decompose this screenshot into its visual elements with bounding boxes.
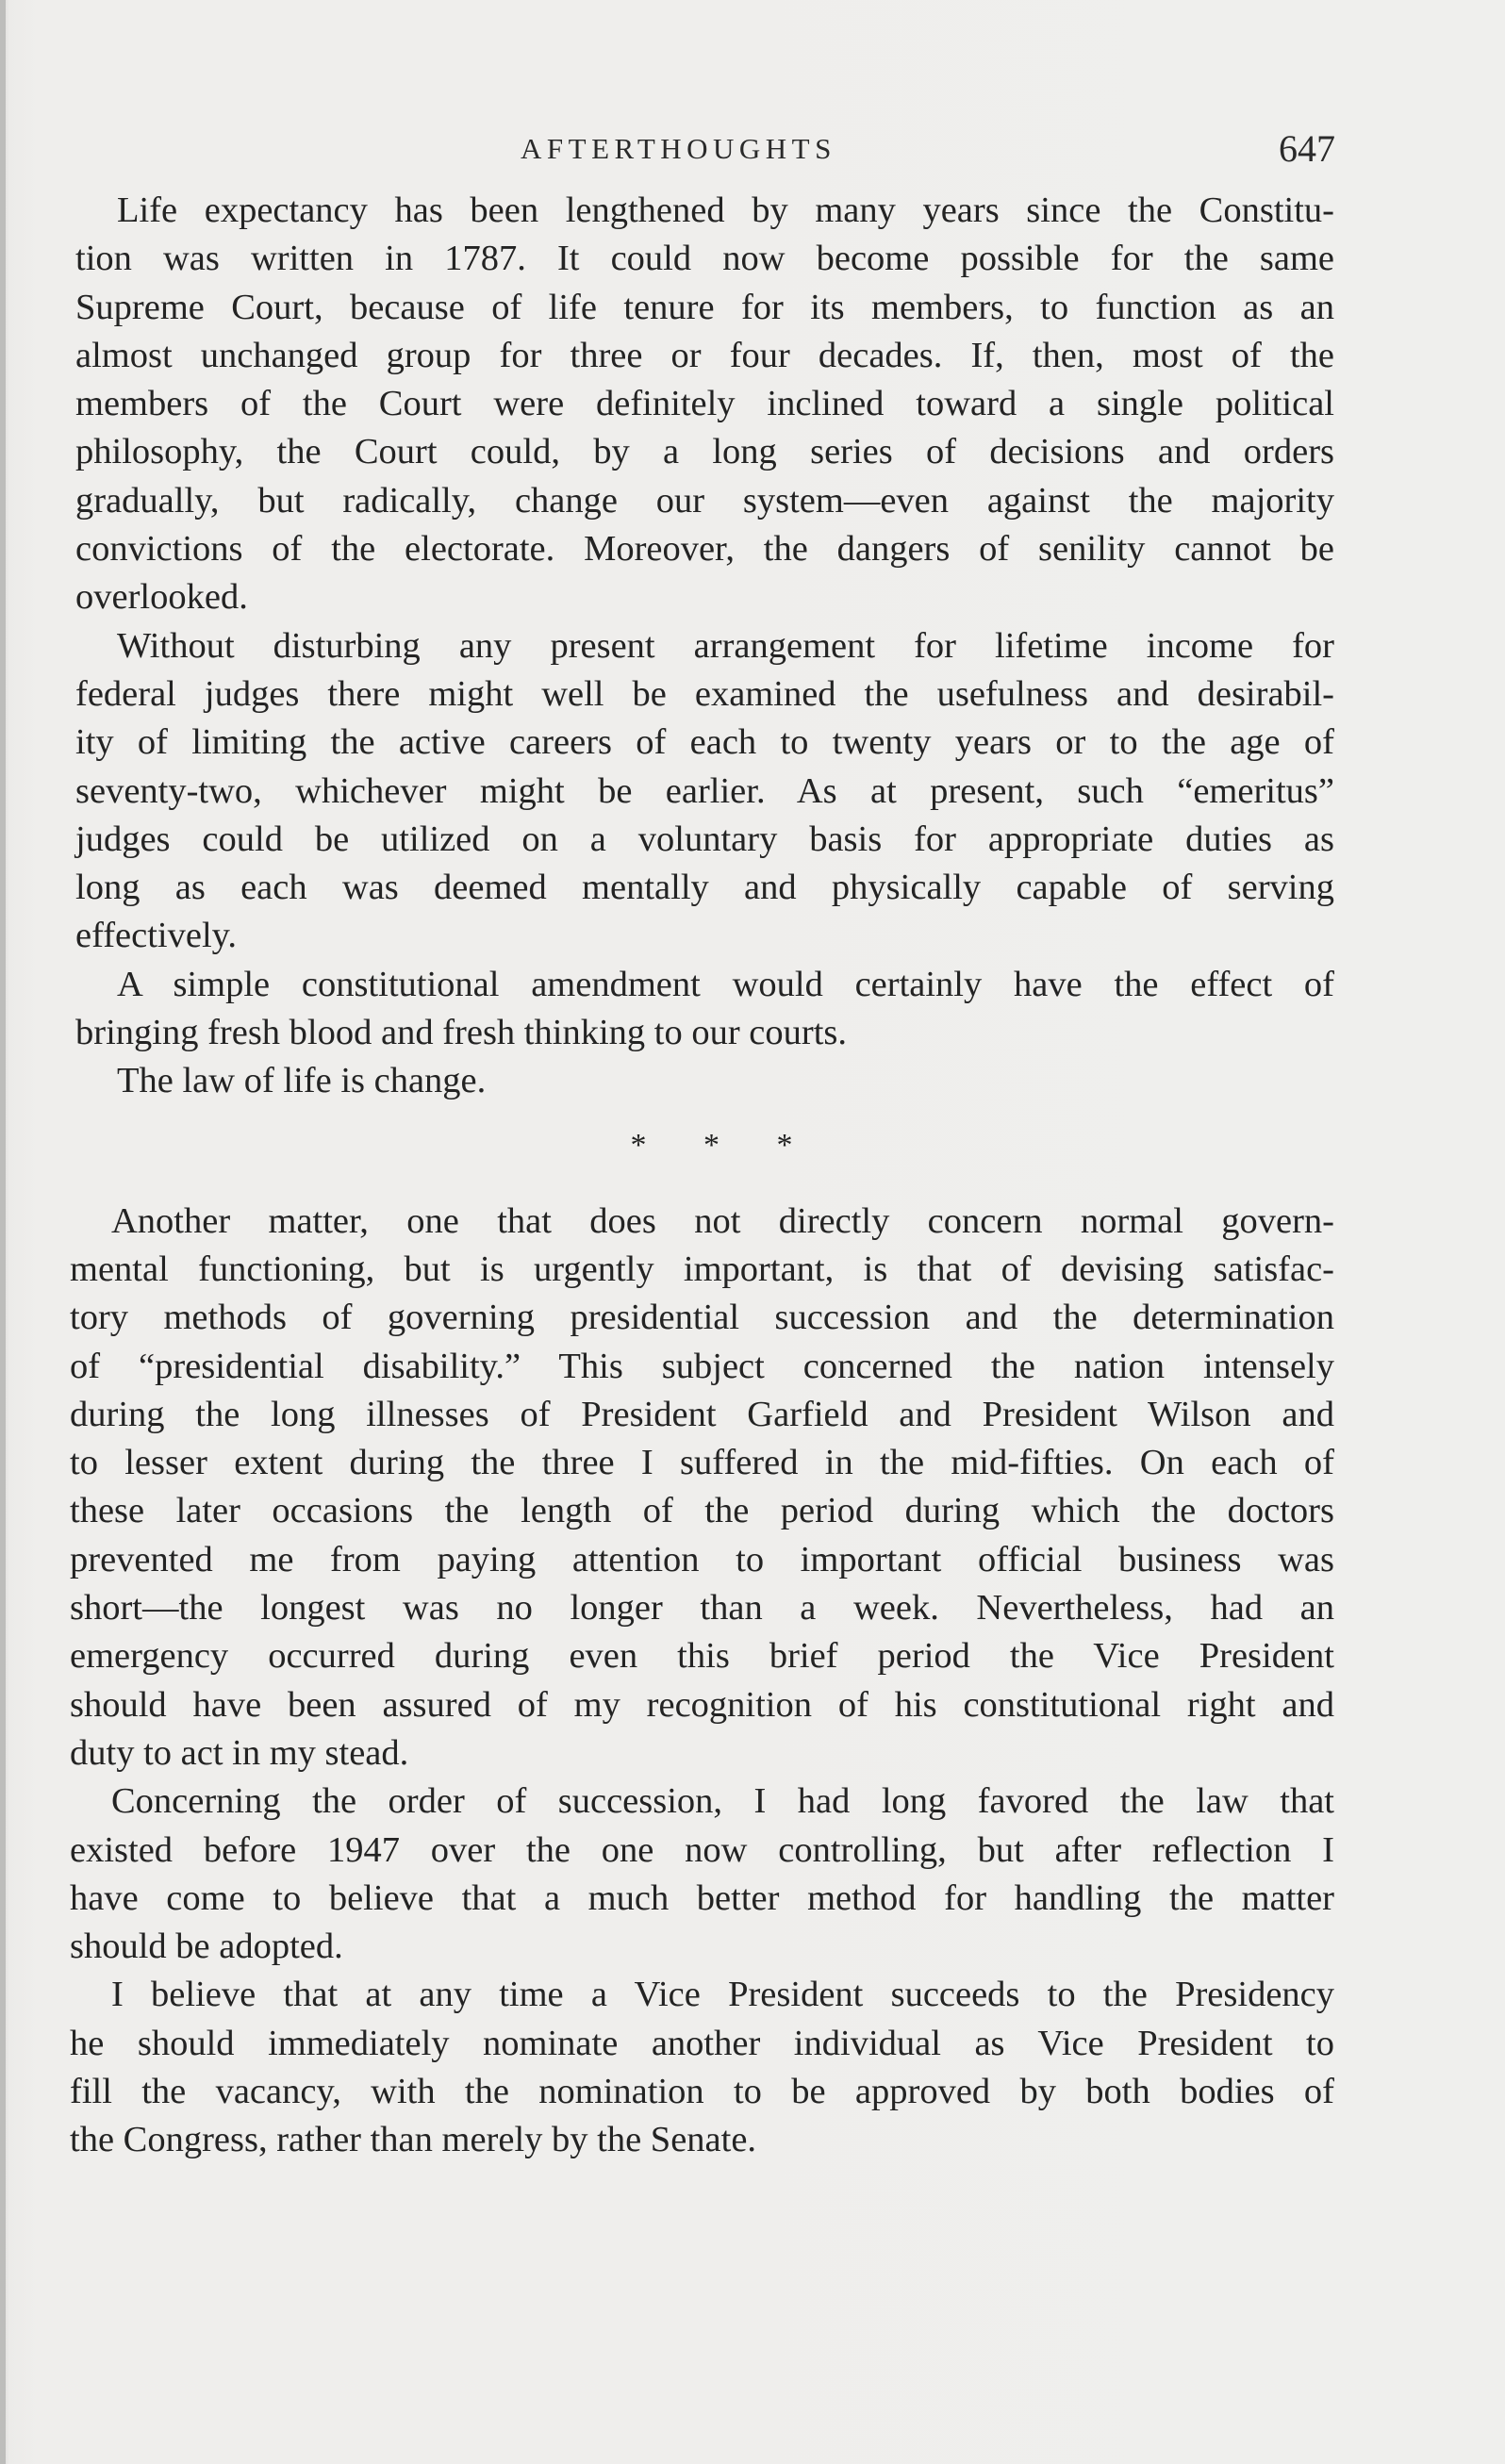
text-line: he should immediately nominate another individual as Vice President to — [70, 2023, 1334, 2063]
paragraph — [70, 1198, 1334, 1778]
text-line: long as each was deemed mentally and physically capable of serving — [75, 868, 1334, 908]
body-text — [70, 187, 1334, 2165]
text-line: Without disturbing any present arrangement for lifetime income for — [117, 625, 1334, 666]
text-line: ity of limiting the active careers of each to twenty years or to the age of — [75, 722, 1334, 763]
text-line: Concerning the order of succession, I had long favored the law that — [111, 1781, 1334, 1822]
paragraph — [70, 1778, 1334, 1971]
text-line: existed before 1947 over the one now controlling, but after reflection I — [70, 1829, 1334, 1870]
text-line: short—the longest was no longer than a week. Nevertheless, had an — [70, 1588, 1334, 1629]
text-line: mental functioning, but is urgently important, is that of devising satisfac- — [70, 1249, 1334, 1289]
paragraph — [75, 622, 1334, 961]
text-line: The law of life is change. — [117, 1061, 487, 1101]
text-line: to lesser extent during the three I suffered in the mid-fifties. On each of — [70, 1443, 1334, 1483]
text-line: during the long illnesses of President Garfield and President Wilson and — [70, 1394, 1334, 1434]
paragraph — [75, 961, 1334, 1058]
text-line: tion was written in 1787. It could now become possible for the same — [75, 239, 1334, 279]
text-line: duty to act in my stead. — [70, 1732, 409, 1773]
text-line: convictions of the electorate. Moreover, the dangers of senility cannot be — [75, 529, 1334, 570]
text-line: of “presidential disability.” This subject concerned the nation intensely — [70, 1346, 1334, 1386]
text-line: emergency occurred during even this brief period the Vice President — [70, 1636, 1334, 1677]
text-line: philosophy, the Court could, by a long series of decisions and orders — [75, 432, 1334, 472]
text-line: overlooked. — [75, 577, 248, 618]
text-line: Supreme Court, because of life tenure for its members, to function as an — [75, 287, 1334, 327]
text-line: effectively. — [75, 916, 238, 956]
text-line: should have been assured of my recognition of his constitutional right and — [70, 1684, 1334, 1725]
text-line: bringing fresh blood and fresh thinking to our courts. — [75, 1013, 847, 1053]
section-separator: * * * — [630, 1127, 818, 1163]
paragraph — [70, 1971, 1334, 2164]
text-line: A simple constitutional amendment would certainly have the effect of — [117, 964, 1334, 1004]
paragraph — [75, 1057, 1334, 1105]
text-line: gradually, but radically, change our system—even against the majority — [75, 480, 1334, 521]
text-line: fill the vacancy, with the nomination to be approved by both bodies of — [70, 2071, 1334, 2111]
text-line: judges could be utilized on a voluntary basis for appropriate duties as — [75, 819, 1334, 859]
text-line: prevented me from paying attention to important official business was — [70, 1539, 1334, 1579]
text-line: federal judges there might well be examined the usefulness and desirabil- — [75, 673, 1334, 714]
text-line: Life expectancy has been lengthened by many years since the Constitu- — [117, 190, 1334, 230]
text-line: these later occasions the length of the period during which the doctors — [70, 1491, 1334, 1531]
running-head: AFTERTHOUGHTS — [521, 132, 836, 165]
section-court-tenure — [75, 187, 1334, 1106]
text-line: have come to believe that a much better method for handling the matter — [70, 1877, 1334, 1918]
text-line: members of the Court were definitely inclined toward a single political — [75, 384, 1334, 424]
text-line: the Congress, rather than merely by the Senate. — [70, 2120, 757, 2160]
text-line: Another matter, one that does not directly concern normal govern- — [111, 1200, 1334, 1241]
page-left-edge-shadow — [0, 0, 6, 2464]
text-line: tory methods of governing presidential succession and the determination — [70, 1298, 1334, 1338]
paragraph — [75, 187, 1334, 622]
text-line: seventy-two, whichever might be earlier. As at present, such “emeritus” — [75, 770, 1334, 811]
section-presidential-succession — [70, 1198, 1334, 2165]
page-number: 647 — [1279, 127, 1335, 170]
text-line: should be adopted. — [70, 1927, 343, 1967]
text-line: almost unchanged group for three or four decades. If, then, most of the — [75, 335, 1334, 375]
page-header — [0, 124, 1505, 172]
text-line: I believe that at any time a Vice President succeeds to the Presidency — [111, 1975, 1334, 2015]
